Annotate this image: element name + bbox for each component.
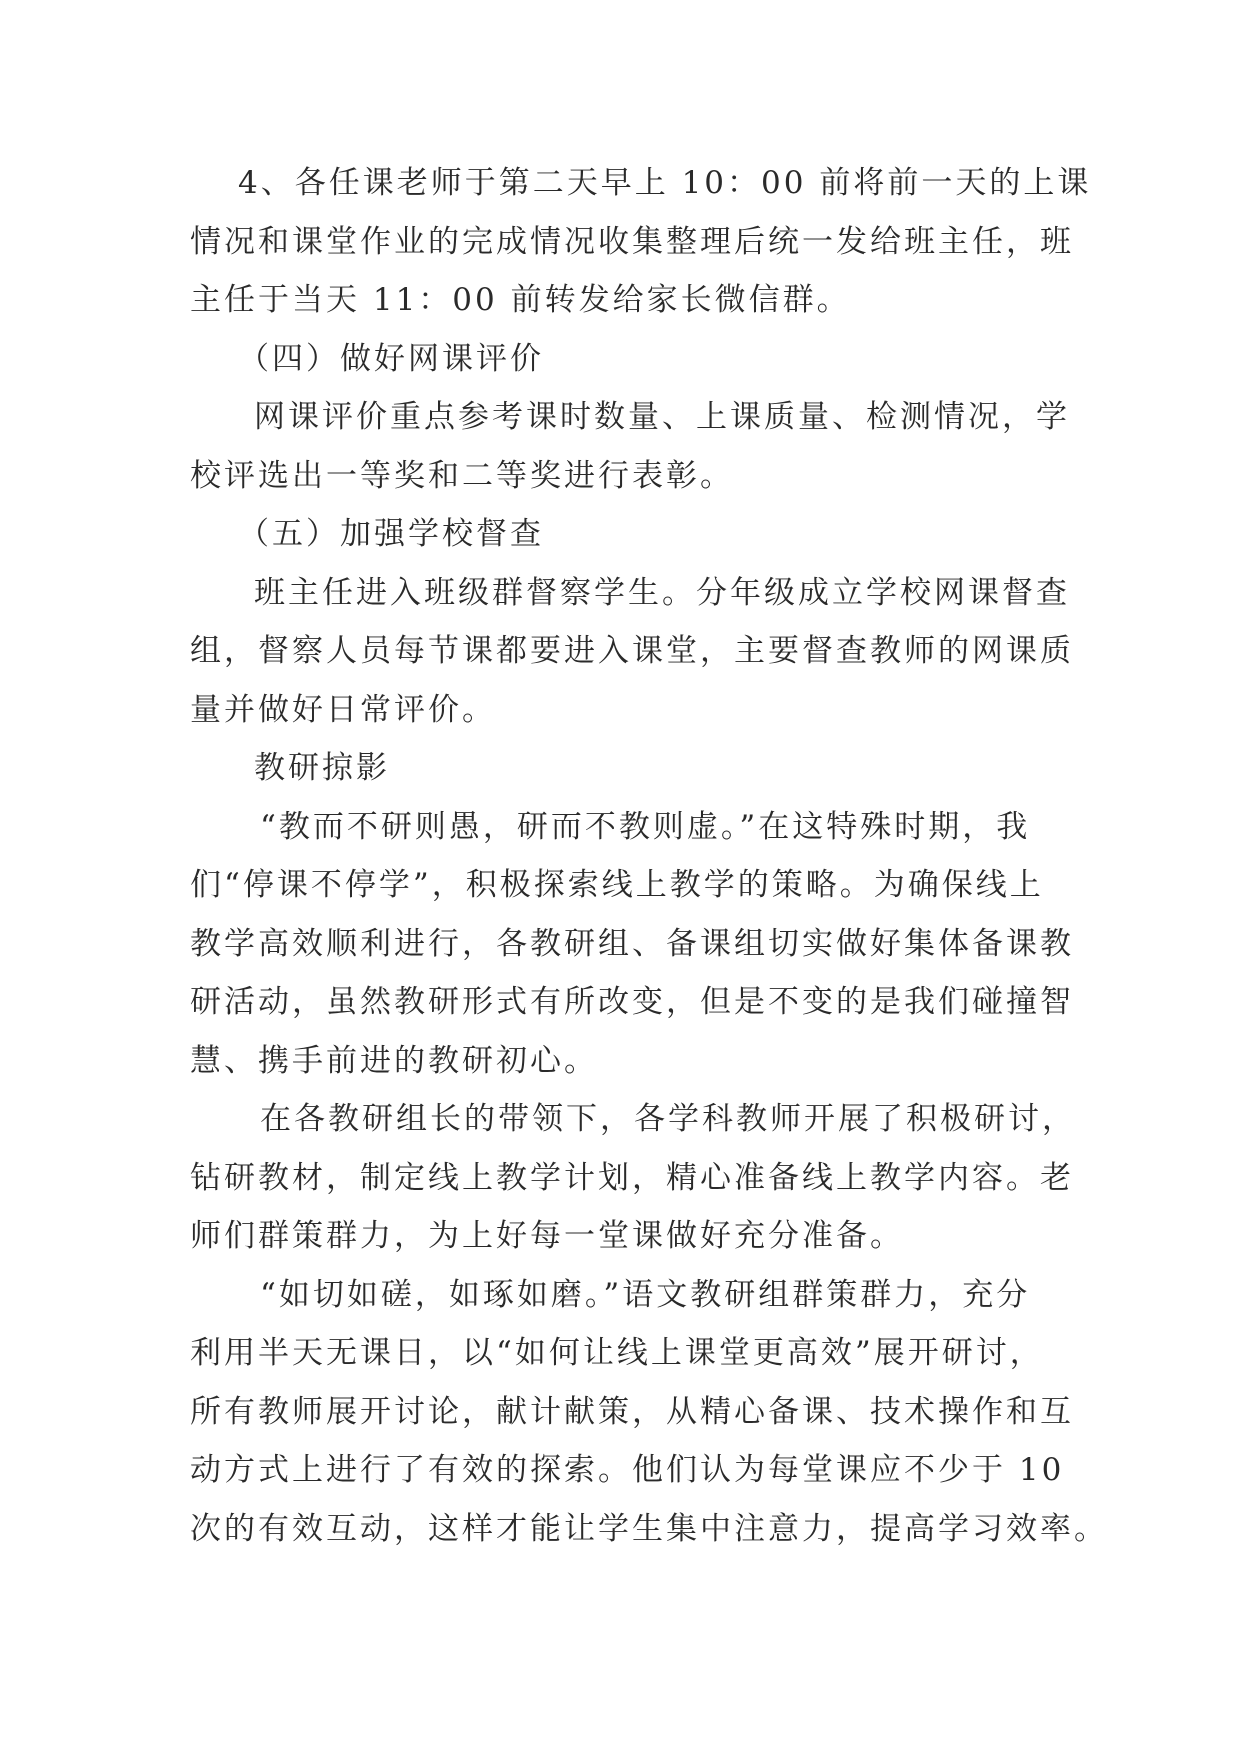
paragraph-line: 4、各任课老师于第二天早上 10：00 前将前一天的上课: [238, 165, 1092, 201]
paragraph-line: 班主任进入班级群督察学生。分年级成立学校网课督查: [254, 574, 1070, 611]
paragraph-line: 校评选出一等奖和二等奖进行表彰。: [190, 457, 734, 494]
paragraph-line: 们“停课不停学”，积极探索线上教学的策略。为确保线上: [190, 867, 1044, 903]
paragraph-line: 次的有效互动，这样才能让学生集中注意力，提高学习效率。: [190, 1510, 1108, 1547]
paragraph-line: 情况和课堂作业的完成情况收集整理后统一发给班主任，班: [190, 223, 1074, 260]
paragraph-line: 在各教研组长的带领下，各学科教师开展了积极研讨，: [260, 1101, 1076, 1137]
paragraph-line: 网课评价重点参考课时数量、上课质量、检测情况，学: [254, 399, 1070, 435]
paragraph-line: 利用半天无课日，以“如何让线上课堂更高效”展开研讨，: [190, 1335, 1044, 1371]
paragraph-line: 慧、携手前进的教研初心。: [190, 1042, 598, 1079]
section-heading: 教研掠影: [254, 750, 390, 786]
paragraph-line: 师们群策群力，为上好每一堂课做好充分准备。: [190, 1218, 904, 1254]
paragraph-line: 钻研教材，制定线上教学计划，精心准备线上教学内容。老: [190, 1159, 1074, 1196]
paragraph-line: 主任于当天 11：00 前转发给家长微信群。: [190, 282, 851, 318]
document-body: [190, 154, 1108, 1558]
paragraph-line: “教而不研则愚，研而不教则虚。”在这特殊时期，我: [260, 808, 1031, 845]
section-heading: （四）做好网课评价: [238, 340, 544, 377]
paragraph-line: 动方式上进行了有效的探索。他们认为每堂课应不少于 10: [190, 1452, 1065, 1488]
paragraph-line: 所有教师展开讨论，献计献策，从精心备课、技术操作和互: [190, 1393, 1074, 1430]
paragraph-line: 教学高效顺利进行，各教研组、备课组切实做好集体备课教: [190, 925, 1074, 962]
section-heading: （五）加强学校督查: [238, 516, 544, 552]
paragraph-line: 研活动，虽然教研形式有所改变，但是不变的是我们碰撞智: [190, 984, 1074, 1020]
paragraph-line: “如切如磋，如琢如磨。”语文教研组群策群力，充分: [260, 1276, 1031, 1313]
paragraph-line: 组，督察人员每节课都要进入课堂，主要督查教师的网课质: [190, 633, 1074, 669]
paragraph-line: 量并做好日常评价。: [190, 691, 496, 728]
